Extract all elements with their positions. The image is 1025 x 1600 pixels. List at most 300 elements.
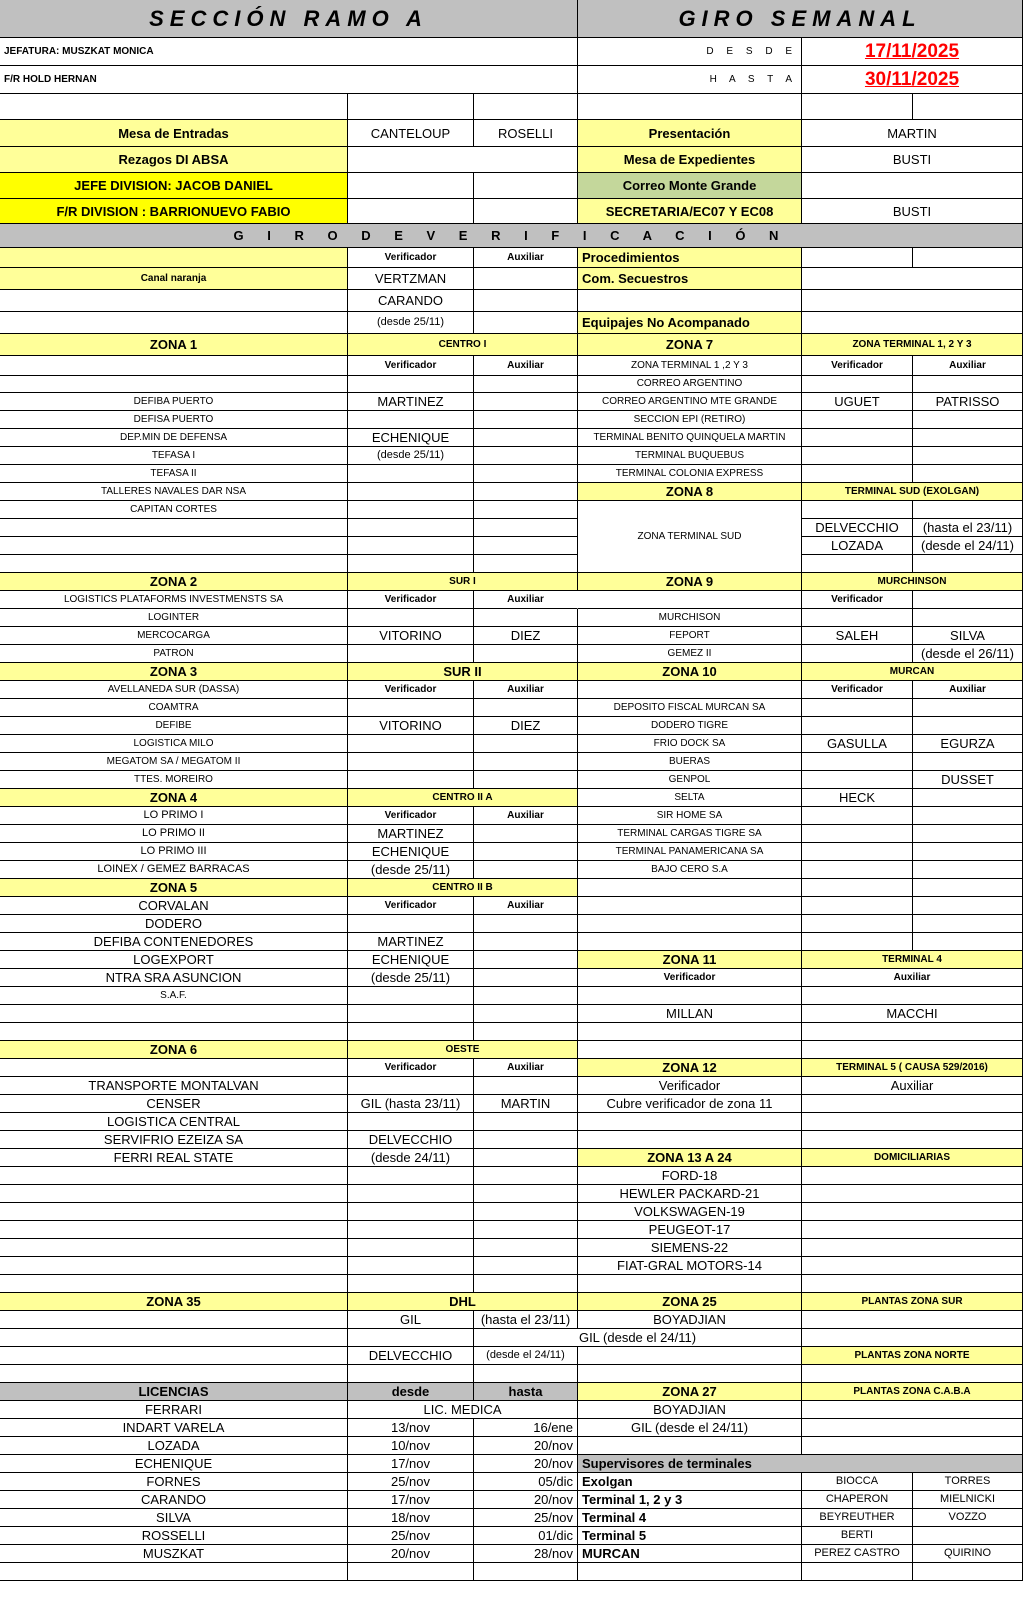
- place: LO PRIMO II: [0, 825, 348, 843]
- empty-cell: [474, 429, 578, 447]
- place: BAJO CERO S.A: [578, 861, 802, 879]
- place: MERCOCARGA: [0, 627, 348, 645]
- place: CAPITAN CORTES: [0, 501, 348, 519]
- zone-header: ZONA TERMINAL 1, 2 Y 3: [802, 334, 1023, 356]
- date: 25/nov: [474, 1509, 578, 1527]
- note: (desde 25/11): [348, 312, 474, 334]
- empty-cell: [474, 519, 578, 537]
- place: DEFIBA PUERTO: [0, 393, 348, 411]
- name: BEYREUTHER: [802, 1509, 913, 1527]
- empty-cell: [0, 1311, 348, 1329]
- empty-cell: [348, 771, 474, 789]
- empty-cell: [802, 248, 913, 268]
- place: TERMINAL CARGAS TIGRE SA: [578, 825, 802, 843]
- date: 25/nov: [348, 1473, 474, 1491]
- date: 10/nov: [348, 1437, 474, 1455]
- empty-cell: [348, 1563, 474, 1581]
- empty-cell: [0, 1239, 348, 1257]
- empty-cell: [474, 861, 578, 879]
- empty-cell: [802, 1095, 1023, 1113]
- empty-cell: [348, 519, 474, 537]
- empty-cell: [348, 94, 474, 120]
- empty-cell: [802, 771, 913, 789]
- zone-header: MURCHINSON: [802, 573, 1023, 591]
- name: BOYADJIAN: [578, 1401, 802, 1419]
- empty-cell: [474, 1563, 578, 1581]
- place: CORVALAN: [0, 897, 348, 915]
- name: SILVA: [913, 627, 1023, 645]
- place: DEFISA PUERTO: [0, 411, 348, 429]
- name: SALEH: [802, 627, 913, 645]
- note: (hasta el 23/11): [474, 1311, 578, 1329]
- name: VERTZMAN: [348, 268, 474, 290]
- place: LOGISTICA MILO: [0, 735, 348, 753]
- name: FORNES: [0, 1473, 348, 1491]
- empty-cell: [474, 411, 578, 429]
- header: Auxiliar: [474, 591, 578, 609]
- desde-label: D E S D E: [578, 38, 802, 66]
- zona-35: ZONA 35: [0, 1293, 348, 1311]
- zona-11: ZONA 11: [578, 951, 802, 969]
- empty-cell: [802, 987, 1023, 1005]
- empty-cell: [474, 1149, 578, 1167]
- empty-cell: [913, 555, 1023, 573]
- empty-cell: [474, 1023, 578, 1041]
- zone-header: SUR I: [348, 573, 578, 591]
- plant: FIAT-GRAL MOTORS-14: [578, 1257, 802, 1275]
- empty-cell: [0, 312, 348, 334]
- empty-cell: [0, 1005, 348, 1023]
- header: Auxiliar: [913, 681, 1023, 699]
- place: GEMEZ II: [578, 645, 802, 663]
- empty-cell: [802, 465, 913, 483]
- header: Verificador: [348, 807, 474, 825]
- date: 01/dic: [474, 1527, 578, 1545]
- title-giro: GIRO SEMANAL: [578, 0, 1023, 38]
- place: LOGISTICA CENTRAL: [0, 1113, 348, 1131]
- zone-header: OESTE: [348, 1041, 578, 1059]
- header: Auxiliar: [474, 807, 578, 825]
- empty-cell: [348, 1185, 474, 1203]
- plant: PEUGEOT-17: [578, 1221, 802, 1239]
- empty-cell: [474, 312, 578, 334]
- name: BUSTI: [802, 199, 1023, 224]
- place: SIR HOME SA: [578, 807, 802, 825]
- date: 28/nov: [474, 1545, 578, 1563]
- hasta-label: H A S T A: [578, 66, 802, 94]
- empty-cell: [802, 447, 913, 465]
- name: CARANDO: [348, 290, 474, 312]
- empty-cell: [474, 199, 578, 224]
- empty-cell: [474, 843, 578, 861]
- empty-cell: [474, 1131, 578, 1149]
- header: Auxiliar: [474, 248, 578, 268]
- plant: SIEMENS-22: [578, 1239, 802, 1257]
- name: ROSELLI: [474, 120, 578, 147]
- empty-cell: [0, 537, 348, 555]
- empty-cell: [913, 1563, 1023, 1581]
- name: LOZADA: [0, 1437, 348, 1455]
- com-secuestros: Com. Secuestros: [578, 268, 802, 290]
- zona-10: ZONA 10: [578, 663, 802, 681]
- name: INDART VARELA: [0, 1419, 348, 1437]
- terminal: Terminal 5: [578, 1527, 802, 1545]
- empty-cell: [348, 555, 474, 573]
- note: (desde 25/11): [348, 969, 474, 987]
- name: MARTIN: [474, 1095, 578, 1113]
- name: PEREZ CASTRO: [802, 1545, 913, 1563]
- empty-cell: [802, 1131, 1023, 1149]
- empty-cell: [348, 1023, 474, 1041]
- empty-cell: [474, 290, 578, 312]
- name: FERRARI: [0, 1401, 348, 1419]
- empty-cell: [578, 1347, 802, 1365]
- empty-cell: [578, 987, 802, 1005]
- terminal: Terminal 1, 2 y 3: [578, 1491, 802, 1509]
- header: Auxiliar: [913, 356, 1023, 376]
- empty-cell: [913, 411, 1023, 429]
- note: (desde 24/11): [348, 1149, 474, 1167]
- name: DIEZ: [474, 627, 578, 645]
- header: Auxiliar: [474, 1059, 578, 1077]
- empty-cell: [913, 717, 1023, 735]
- jefe-division: JEFE DIVISION: JACOB DANIEL: [0, 173, 348, 199]
- empty-cell: [913, 376, 1023, 393]
- name: QUIRINO: [913, 1545, 1023, 1563]
- empty-cell: [913, 591, 1023, 609]
- empty-cell: [348, 147, 578, 173]
- correo-monte-grande: Correo Monte Grande: [578, 173, 802, 199]
- place: COAMTRA: [0, 699, 348, 717]
- empty-cell: [913, 915, 1023, 933]
- place: FRIO DOCK SA: [578, 735, 802, 753]
- giro-verificacion-banner: G I R O D E V E R I F I C A C I Ó N: [0, 224, 1023, 248]
- place: TERMINAL BENITO QUINQUELA MARTIN: [578, 429, 802, 447]
- place: CORREO ARGENTINO MTE GRANDE: [578, 393, 802, 411]
- header: Verificador: [802, 681, 913, 699]
- empty-cell: [0, 1275, 348, 1293]
- place: TRANSPORTE MONTALVAN: [0, 1077, 348, 1095]
- empty-cell: [802, 753, 913, 771]
- empty-cell: [348, 987, 474, 1005]
- place: LOGISTICS PLATAFORMS INVESTMENSTS SA: [0, 591, 348, 609]
- mesa-entradas: Mesa de Entradas: [0, 120, 348, 147]
- date: 20/nov: [474, 1437, 578, 1455]
- place: LOGINTER: [0, 609, 348, 627]
- empty-cell: [802, 1041, 1023, 1059]
- empty-cell: [578, 933, 802, 951]
- zona-6: ZONA 6: [0, 1041, 348, 1059]
- name: BOYADJIAN: [578, 1311, 802, 1329]
- place: LO PRIMO I: [0, 807, 348, 825]
- empty-cell: [474, 393, 578, 411]
- empty-cell: [348, 199, 474, 224]
- empty-cell: [0, 356, 348, 376]
- zone-header: CENTRO II B: [348, 879, 578, 897]
- note: (desde el 24/11): [474, 1347, 578, 1365]
- empty-cell: [578, 1437, 802, 1455]
- name: MUSZKAT: [0, 1545, 348, 1563]
- empty-cell: [474, 609, 578, 627]
- empty-cell: [578, 879, 802, 897]
- zona-3: ZONA 3: [0, 663, 348, 681]
- name: MILLAN: [578, 1005, 802, 1023]
- terminal: Exolgan: [578, 1473, 802, 1491]
- empty-cell: [802, 429, 913, 447]
- empty-cell: [802, 915, 913, 933]
- empty-cell: [0, 1257, 348, 1275]
- empty-cell: [802, 1239, 1023, 1257]
- empty-cell: [578, 1275, 802, 1293]
- header: Verificador: [578, 969, 802, 987]
- name: DIEZ: [474, 717, 578, 735]
- place: DODERO: [0, 915, 348, 933]
- equipajes: Equipajes No Acompanado: [578, 312, 802, 334]
- zona-4: ZONA 4: [0, 789, 348, 807]
- empty-cell: [474, 1275, 578, 1293]
- place: TERMINAL PANAMERICANA SA: [578, 843, 802, 861]
- place: ZONA TERMINAL SUD: [578, 501, 802, 573]
- empty-cell: [348, 537, 474, 555]
- zone-header: TERMINAL SUD (EXOLGAN): [802, 483, 1023, 501]
- empty-cell: [913, 248, 1023, 268]
- header: Verificador: [802, 591, 913, 609]
- zone-header: DOMICILIARIAS: [802, 1149, 1023, 1167]
- empty-cell: [474, 933, 578, 951]
- supervisores-header: Supervisores de terminales: [578, 1455, 1023, 1473]
- empty-cell: [913, 1527, 1023, 1545]
- empty-cell: [913, 94, 1023, 120]
- empty-cell: [474, 969, 578, 987]
- empty-cell: [474, 465, 578, 483]
- empty-cell: [802, 1311, 1023, 1329]
- mesa-expedientes: Mesa de Expedientes: [578, 147, 802, 173]
- empty-cell: [348, 411, 474, 429]
- empty-cell: [802, 933, 913, 951]
- procedimientos: Procedimientos: [578, 248, 802, 268]
- name: GIL: [348, 1311, 474, 1329]
- empty-cell: [802, 699, 913, 717]
- empty-cell: [913, 843, 1023, 861]
- empty-cell: [578, 94, 802, 120]
- empty-cell: [802, 861, 913, 879]
- place: S.A.F.: [0, 987, 348, 1005]
- empty-cell: [348, 376, 474, 393]
- empty-cell: [0, 555, 348, 573]
- zona-13-24: ZONA 13 A 24: [578, 1149, 802, 1167]
- empty-cell: [578, 1563, 802, 1581]
- empty-cell: [802, 807, 913, 825]
- empty-cell: [913, 807, 1023, 825]
- empty-cell: [802, 94, 913, 120]
- header: Verificador: [348, 248, 474, 268]
- plant: FORD-18: [578, 1167, 802, 1185]
- empty-cell: [802, 290, 1023, 312]
- empty-cell: [0, 1167, 348, 1185]
- date: 13/nov: [348, 1419, 474, 1437]
- empty-cell: [802, 1437, 1023, 1455]
- header: Verificador: [348, 1059, 474, 1077]
- empty-cell: [802, 1563, 913, 1581]
- place: PATRON: [0, 645, 348, 663]
- empty-cell: [913, 789, 1023, 807]
- name: MARTINEZ: [348, 825, 474, 843]
- name: BUSTI: [802, 147, 1023, 173]
- plant: VOLKSWAGEN-19: [578, 1203, 802, 1221]
- terminal: MURCAN: [578, 1545, 802, 1563]
- place: TEFASA II: [0, 465, 348, 483]
- zona-5: ZONA 5: [0, 879, 348, 897]
- place: SELTA: [578, 789, 802, 807]
- empty-cell: [802, 268, 1023, 290]
- empty-cell: [578, 1041, 802, 1059]
- header: Verificador: [348, 591, 474, 609]
- date: 20/nov: [348, 1545, 474, 1563]
- zone-header: MURCAN: [802, 663, 1023, 681]
- empty-cell: [0, 1185, 348, 1203]
- zona-25: ZONA 25: [578, 1293, 802, 1311]
- name: DELVECCHIO: [348, 1131, 474, 1149]
- empty-cell: [913, 861, 1023, 879]
- zona-9: ZONA 9: [578, 573, 802, 591]
- name: MARTINEZ: [348, 933, 474, 951]
- empty-cell: [578, 1365, 802, 1383]
- empty-cell: [913, 825, 1023, 843]
- empty-cell: [802, 897, 913, 915]
- empty-cell: [0, 1347, 348, 1365]
- name: BERTI: [802, 1527, 913, 1545]
- place: CENSER: [0, 1095, 348, 1113]
- name: ECHENIQUE: [348, 951, 474, 969]
- fr-division: F/R DIVISION : BARRIONUEVO FABIO: [0, 199, 348, 224]
- note: GIL (desde el 24/11): [474, 1329, 802, 1347]
- place: TERMINAL BUQUEBUS: [578, 447, 802, 465]
- empty-cell: [802, 312, 1023, 334]
- empty-cell: [348, 753, 474, 771]
- header: desde: [348, 1383, 474, 1401]
- empty-cell: [474, 376, 578, 393]
- note: (desde 25/11): [348, 861, 474, 879]
- note: (desde 25/11): [348, 447, 474, 465]
- place: TERMINAL COLONIA EXPRESS: [578, 465, 802, 483]
- name: HECK: [802, 789, 913, 807]
- empty-cell: [0, 1059, 348, 1077]
- empty-cell: [913, 699, 1023, 717]
- jefatura: JEFATURA: MUSZKAT MONICA: [0, 38, 578, 66]
- empty-cell: [0, 1563, 348, 1581]
- empty-cell: [0, 1221, 348, 1239]
- zone-header: CENTRO I: [348, 334, 578, 356]
- empty-cell: [802, 501, 913, 519]
- empty-cell: [474, 483, 578, 501]
- empty-cell: [802, 1023, 1023, 1041]
- name: VITORINO: [348, 717, 474, 735]
- name: BIOCCA: [802, 1473, 913, 1491]
- empty-cell: [348, 1005, 474, 1023]
- name: CANTELOUP: [348, 120, 474, 147]
- place: TALLERES NAVALES DAR NSA: [0, 483, 348, 501]
- empty-cell: [348, 1257, 474, 1275]
- date: 05/dic: [474, 1473, 578, 1491]
- place: DEFIBA CONTENEDORES: [0, 933, 348, 951]
- date: 17/nov: [348, 1455, 474, 1473]
- empty-cell: [913, 897, 1023, 915]
- empty-cell: [474, 1365, 578, 1383]
- empty-cell: [474, 1167, 578, 1185]
- zone-header: CENTRO II A: [348, 789, 578, 807]
- header: Verificador: [348, 897, 474, 915]
- rezagos: Rezagos DI ABSA: [0, 147, 348, 173]
- empty-cell: [348, 1167, 474, 1185]
- zona-2: ZONA 2: [0, 573, 348, 591]
- empty-cell: [348, 465, 474, 483]
- zone-header: TERMINAL 4: [802, 951, 1023, 969]
- place: DEPOSITO FISCAL MURCAN SA: [578, 699, 802, 717]
- zone-header: TERMINAL 5 ( CAUSA 529/2016): [802, 1059, 1023, 1077]
- empty-cell: [474, 1257, 578, 1275]
- empty-cell: [913, 879, 1023, 897]
- name: ECHENIQUE: [348, 429, 474, 447]
- empty-cell: [913, 447, 1023, 465]
- empty-cell: [474, 771, 578, 789]
- empty-cell: [802, 173, 1023, 199]
- empty-cell: [348, 1275, 474, 1293]
- zona-1: ZONA 1: [0, 334, 348, 356]
- empty-cell: [802, 1401, 1023, 1419]
- empty-cell: [474, 173, 578, 199]
- place: DEP.MIN DE DEFENSA: [0, 429, 348, 447]
- empty-cell: [474, 555, 578, 573]
- place: ZONA TERMINAL 1 ,2 Y 3: [578, 356, 802, 376]
- header: Auxiliar: [474, 356, 578, 376]
- empty-cell: [802, 1365, 1023, 1383]
- empty-cell: [913, 429, 1023, 447]
- empty-cell: [474, 645, 578, 663]
- empty-cell: [578, 915, 802, 933]
- note: GIL (desde el 24/11): [578, 1419, 802, 1437]
- name: MIELNICKI: [913, 1491, 1023, 1509]
- date: 25/nov: [348, 1527, 474, 1545]
- empty-cell: [802, 1113, 1023, 1131]
- empty-cell: [0, 248, 348, 268]
- header: Auxiliar: [474, 681, 578, 699]
- empty-cell: [474, 1005, 578, 1023]
- header: Verificador: [348, 356, 474, 376]
- empty-cell: [0, 290, 348, 312]
- empty-cell: [802, 1275, 1023, 1293]
- empty-cell: [474, 699, 578, 717]
- name: PATRISSO: [913, 393, 1023, 411]
- empty-cell: [0, 376, 348, 393]
- place: GENPOL: [578, 771, 802, 789]
- empty-cell: [0, 519, 348, 537]
- empty-cell: [474, 537, 578, 555]
- name: ECHENIQUE: [0, 1455, 348, 1473]
- zona-27: ZONA 27: [578, 1383, 802, 1401]
- empty-cell: [474, 501, 578, 519]
- empty-cell: [348, 501, 474, 519]
- date: 18/nov: [348, 1509, 474, 1527]
- empty-cell: [802, 555, 913, 573]
- name: DELVECCHIO: [802, 519, 913, 537]
- place: MURCHISON: [578, 609, 802, 627]
- empty-cell: [348, 1221, 474, 1239]
- zona-8: ZONA 8: [578, 483, 802, 501]
- date-to: 30/11/2025: [802, 66, 1023, 94]
- empty-cell: [0, 94, 348, 120]
- note: (desde el 26/11): [913, 645, 1023, 663]
- empty-cell: [474, 753, 578, 771]
